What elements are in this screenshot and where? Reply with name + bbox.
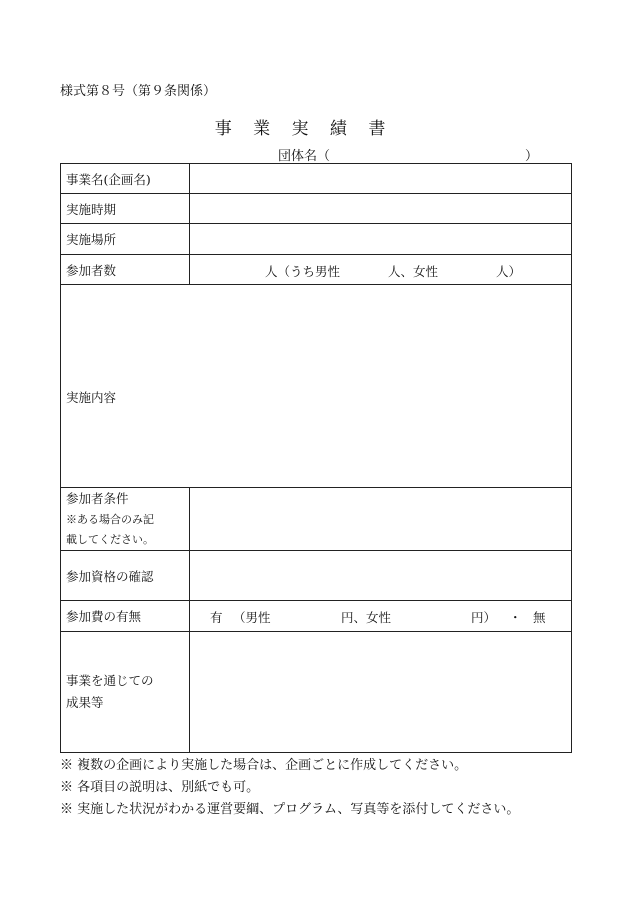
title-char: 書 — [368, 119, 386, 139]
organization-name-field[interactable] — [278, 145, 538, 164]
notes — [60, 755, 519, 821]
period-field[interactable] — [190, 194, 572, 224]
row-fee — [61, 601, 572, 632]
fee-none-option[interactable]: 無 — [533, 610, 546, 625]
participants-female-unit: 人） — [496, 263, 522, 279]
place-label: 実施場所 — [61, 224, 190, 255]
fee-separator: ・ — [509, 610, 522, 625]
content-label: 実施内容 — [66, 390, 117, 405]
row-period — [61, 194, 572, 224]
fee-has-option[interactable]: 有 — [210, 610, 223, 625]
participants-field[interactable] — [190, 255, 572, 285]
event-name-field[interactable] — [190, 164, 572, 194]
row-content — [61, 285, 572, 488]
note-item: ※ 複数の企画により実施した場合は、企画ごとに作成してください。 — [60, 758, 468, 773]
organization-label: 団体名（ — [278, 149, 331, 164]
period-label: 実施時期 — [61, 194, 190, 224]
fee-field[interactable] — [190, 601, 572, 632]
title-char: 事 — [214, 119, 232, 139]
results-label-line2: 成果等 — [66, 695, 104, 710]
report-table — [60, 163, 572, 753]
qualification-label: 参加資格の確認 — [61, 551, 190, 601]
row-event-name — [61, 164, 572, 194]
conditions-label-line2: ※ある場合のみ記 — [66, 513, 154, 526]
qualification-field[interactable] — [190, 551, 572, 601]
fee-male-label: （男性 — [233, 610, 271, 625]
fee-label: 参加費の有無 — [61, 601, 190, 632]
document-title — [0, 114, 600, 139]
conditions-label — [61, 488, 190, 551]
event-name-label: 事業名(企画名) — [61, 164, 190, 194]
title-char: 業 — [253, 119, 271, 139]
row-participants — [61, 255, 572, 285]
place-field[interactable] — [190, 224, 572, 255]
content-field[interactable] — [61, 285, 572, 488]
title-char: 績 — [329, 119, 347, 139]
results-label-line1: 事業を通じての — [66, 673, 154, 688]
title-char: 実 — [291, 119, 309, 139]
results-label — [61, 632, 190, 753]
row-conditions — [61, 488, 572, 551]
note-item: ※ 各項目の説明は、別紙でも可。 — [60, 780, 260, 795]
results-field[interactable] — [190, 632, 572, 753]
participants-label: 参加者数 — [61, 255, 190, 285]
organization-close-paren: ） — [524, 149, 538, 164]
fee-yen-female: 円、女性 — [341, 610, 392, 625]
row-qualification — [61, 551, 572, 601]
participants-total-unit: 人（うち男性 — [265, 263, 341, 279]
form-number: 様式第８号（第９条関係） — [60, 84, 217, 99]
conditions-field[interactable] — [190, 488, 572, 551]
participants-male-unit: 人、女性 — [388, 263, 439, 279]
note-item: ※ 実施した状況がわかる運営要綱、プログラム、写真等を添付してください。 — [60, 802, 520, 817]
conditions-label-line1: 参加者条件 — [66, 491, 129, 506]
conditions-label-line3: 載してください。 — [66, 533, 154, 546]
row-place — [61, 224, 572, 255]
fee-yen-close: 円） — [471, 610, 497, 625]
row-results — [61, 632, 572, 753]
